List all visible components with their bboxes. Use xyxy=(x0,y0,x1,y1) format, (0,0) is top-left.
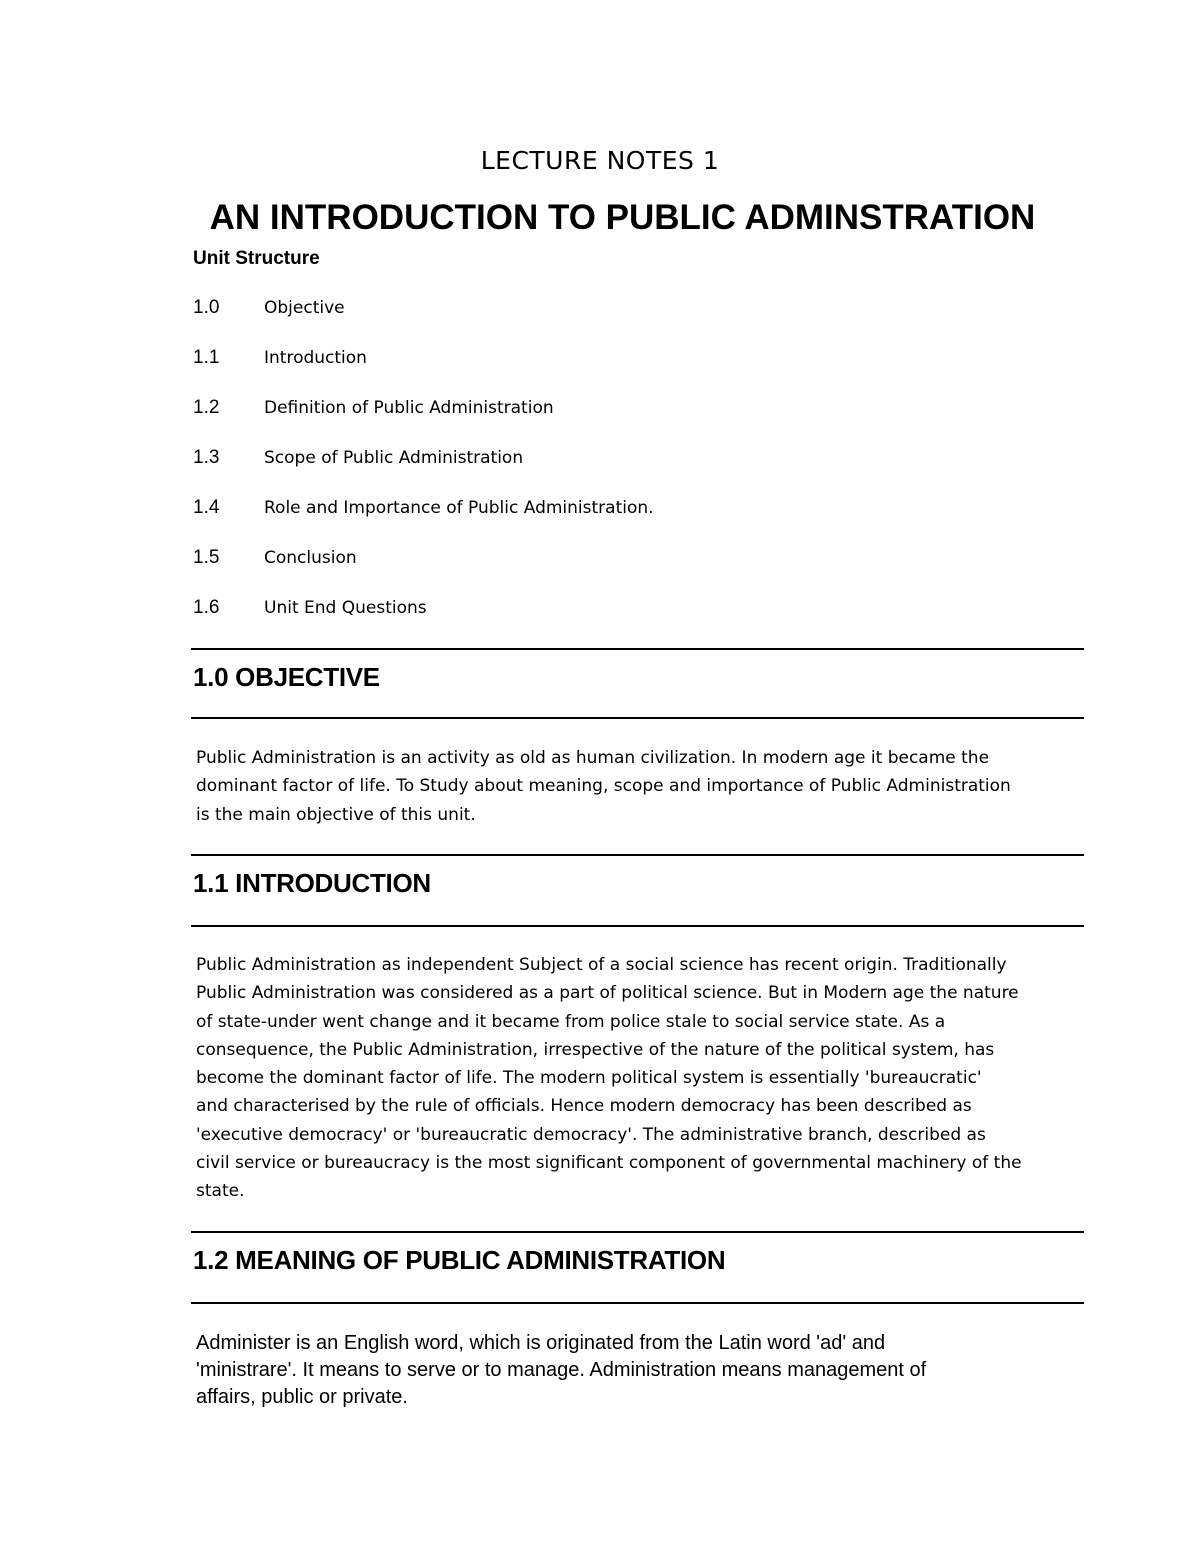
paragraph-line: dominant factor of life. To Study about meaning, scope and importance of Public Administration xyxy=(196,776,1011,797)
paragraph-line: 'executive democracy' or 'bureaucratic democracy'. The administrative branch, described as xyxy=(196,1124,986,1145)
section-divider xyxy=(191,717,1084,719)
toc-item xyxy=(193,396,654,446)
section-divider xyxy=(191,854,1084,856)
toc-label: Role and Importance of Public Administration. xyxy=(264,498,654,518)
section-divider xyxy=(191,648,1084,650)
toc-label: Introduction xyxy=(264,348,367,368)
toc-label: Unit End Questions xyxy=(264,598,427,618)
toc-label: Objective xyxy=(264,298,345,318)
paragraph-line: of state-under went change and it became from police stale to social service state. As a xyxy=(196,1011,946,1032)
toc-number: 1.0 xyxy=(193,297,220,318)
section-divider xyxy=(191,1302,1084,1304)
section-heading-objective: 1.0 OBJECTIVE xyxy=(193,662,380,692)
paragraph-line: Public Administration was considered as a part of political science. But in Modern age the nature xyxy=(196,983,1019,1004)
unit-structure-heading: Unit Structure xyxy=(193,248,320,269)
introduction-paragraph xyxy=(196,951,1056,1206)
paragraph-line: Public Administration as independent Subject of a social science has recent origin. Traditionally xyxy=(196,955,1007,975)
paragraph-line: and characterised by the rule of officials. Hence modern democracy has been described as xyxy=(196,1096,972,1117)
toc-item xyxy=(193,596,654,646)
objective-paragraph xyxy=(196,744,1056,829)
toc-number: 1.5 xyxy=(193,547,220,568)
paragraph-line: consequence, the Public Administration, irrespective of the nature of the political system, has xyxy=(196,1039,995,1060)
section-divider xyxy=(191,925,1084,927)
paragraph-line: affairs, public or private. xyxy=(196,1386,408,1408)
toc-item xyxy=(193,546,654,596)
section-heading-meaning: 1.2 MEANING OF PUBLIC ADMINISTRATION xyxy=(193,1245,726,1275)
meaning-paragraph xyxy=(196,1330,1056,1411)
toc-label: Definition of Public Administration xyxy=(264,398,554,418)
paragraph-line: 'ministrare'. It means to serve or to manage. Administration means management of xyxy=(196,1359,927,1381)
toc-number: 1.3 xyxy=(193,447,220,468)
lecture-label: LECTURE NOTES 1 xyxy=(480,146,720,175)
toc-number: 1.4 xyxy=(193,497,220,518)
paragraph-line: Public Administration is an activity as old as human civilization. In modern age it became the xyxy=(196,748,990,768)
section-divider xyxy=(191,1231,1084,1233)
toc-item xyxy=(193,446,654,496)
toc-item xyxy=(193,296,654,346)
section-heading-introduction: 1.1 INTRODUCTION xyxy=(193,868,431,898)
paragraph-line: civil service or bureaucracy is the most significant component of governmental machinery of the xyxy=(196,1153,1022,1174)
toc-number: 1.1 xyxy=(193,347,220,368)
paragraph-line: state. xyxy=(196,1181,245,1202)
paragraph-line: become the dominant factor of life. The modern political system is essentially 'bureaucratic' xyxy=(196,1068,982,1089)
toc-number: 1.6 xyxy=(193,597,220,618)
toc-number: 1.2 xyxy=(193,397,220,418)
paragraph-line: Administer is an English word, which is originated from the Latin word 'ad' and xyxy=(196,1332,886,1354)
toc-item xyxy=(193,346,654,396)
toc-label: Scope of Public Administration xyxy=(264,448,524,468)
table-of-contents xyxy=(193,296,654,646)
document-title: AN INTRODUCTION TO PUBLIC ADMINSTRATION xyxy=(209,198,1036,237)
toc-label: Conclusion xyxy=(264,548,357,568)
paragraph-line: is the main objective of this unit. xyxy=(196,804,476,825)
toc-item xyxy=(193,496,654,546)
